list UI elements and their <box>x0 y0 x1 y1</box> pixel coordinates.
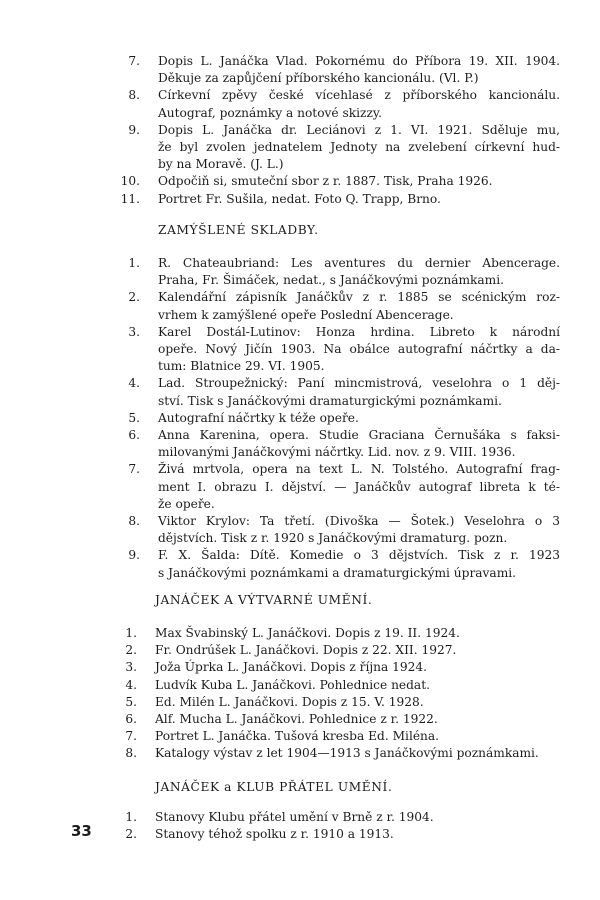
list-item <box>0 513 600 547</box>
item-text <box>158 191 560 208</box>
item-number: 7. <box>125 729 137 744</box>
list-item <box>0 375 600 409</box>
item-text <box>158 547 560 581</box>
text-line: Katalogy výstav z let 1904—1913 s Janáčkovými poznámkami. <box>155 746 539 761</box>
item-text <box>155 625 560 642</box>
item-number: 7. <box>128 54 140 68</box>
text-line: Anna Karenina, opera. Studie Graciana Černušáka s faksi- <box>158 428 560 443</box>
item-number: 9. <box>128 122 140 137</box>
list-item <box>0 324 600 376</box>
item-number: 1. <box>125 626 137 640</box>
text-line: opeře. Nový Jičín 1903. Na obálce autografní náčrtky a da- <box>158 342 560 357</box>
text-line: tum: Blatnice 29. VI. 1905. <box>158 359 325 374</box>
text-line: ství. Tisk s Janáčkovými dramaturgickými poznámkami. <box>158 393 502 408</box>
text-line: vrhem k zamýšlené opeře Poslední Abencerage. <box>158 307 454 322</box>
list-item <box>0 255 600 289</box>
text-line: Praha, Fr. Šimáček, nedat., s Janáčkovými poznámkami. <box>158 273 504 288</box>
item-number: 6. <box>125 712 137 727</box>
item-text <box>155 711 560 728</box>
item-text <box>155 745 560 762</box>
item-number: 2. <box>128 290 140 305</box>
list-item <box>0 711 600 728</box>
text-line: Kalendářní zápisník Janáčkův z r. 1885 se scénickým roz- <box>158 290 560 305</box>
item-text <box>155 659 560 676</box>
text-line: Živá mrtvola, opera na text L. N. Tolstého. Autografní frag- <box>158 462 560 477</box>
item-text <box>155 677 560 694</box>
text-line: Joža Úprka L. Janáčkovi. Dopis z října 1924. <box>155 660 428 675</box>
text-line: s Janáčkovými poznámkami a dramaturgickými úpravami. <box>158 565 517 580</box>
list-item <box>0 642 600 659</box>
text-line: Autografní náčrtky k téže opeře. <box>158 410 359 425</box>
section-visual-arts-list <box>0 625 600 763</box>
item-number: 4. <box>128 376 140 391</box>
list-item <box>0 547 600 581</box>
item-text <box>158 255 560 289</box>
section-planned-compositions-list <box>0 255 600 582</box>
item-number: 8. <box>125 746 137 761</box>
text-line: R. Chateaubriand: Les aventures du dernier Abencerage. <box>158 256 560 270</box>
item-text <box>158 513 560 547</box>
item-text <box>158 427 560 461</box>
item-number: 5. <box>128 410 140 425</box>
item-number: 7. <box>128 462 140 477</box>
text-line: Ed. Milén L. Janáčkovi. Dopis z 15. V. 1928. <box>155 694 424 709</box>
list-item <box>0 745 600 762</box>
text-line: Děkuje za zapůjčení příborského kancionálu. (Vl. P.) <box>158 71 479 86</box>
section-church-music-list <box>0 53 600 208</box>
item-number: 2. <box>125 643 137 658</box>
text-line: F. X. Šalda: Dítě. Komedie o 3 dějstvích. Tisk z r. 1923 <box>158 548 560 563</box>
list-item <box>0 53 600 87</box>
item-text <box>158 461 560 513</box>
item-number: 5. <box>125 694 137 709</box>
section-heading-visual-arts: JANÁČEK A VÝTVARNÉ UMĚNÍ. <box>155 593 373 607</box>
item-number: 8. <box>128 88 140 103</box>
item-text <box>155 694 560 711</box>
list-item <box>0 659 600 676</box>
item-number: 11. <box>120 191 140 206</box>
text-line: Autograf, poznámky a notové skizzy. <box>158 105 383 120</box>
item-number: 10. <box>120 174 140 189</box>
item-text <box>155 642 560 659</box>
item-text <box>158 410 560 427</box>
item-number: 3. <box>128 324 140 339</box>
text-line: Stanovy Klubu přátel umění v Brně z r. 1904. <box>155 810 434 824</box>
text-line: Max Švabinský L. Janáčkovi. Dopis z 19. II. 1924. <box>155 626 460 640</box>
list-item <box>0 173 600 190</box>
page-number: 33 <box>71 822 92 840</box>
text-line: Dopis L. Janáčka dr. Leciánovi z 1. VI. 1921. Sděluje mu, <box>158 122 560 137</box>
text-line: Portret L. Janáčka. Tušová kresba Ed. Miléna. <box>155 729 440 744</box>
text-line: Viktor Krylov: Ta třetí. (Divoška — Šotek.) Veselohra o 3 <box>158 514 560 529</box>
list-item <box>0 191 600 208</box>
section-heading-art-club: JANÁČEK a KLUB PŘÁTEL UMĚNÍ. <box>155 780 393 794</box>
list-item <box>0 694 600 711</box>
text-line: Alf. Mucha L. Janáčkovi. Pohlednice z r. 1922. <box>155 712 438 727</box>
text-line: že byl zvolen jednatelem Jednoty na zvelebení církevní hud- <box>158 140 560 155</box>
text-line: Fr. Ondrúšek L. Janáčkovi. Dopis z 22. XII. 1927. <box>155 643 457 658</box>
item-text <box>155 809 560 826</box>
text-line: milovanými Janáčkovými náčrtky. Lid. nov. z 9. VIII. 1936. <box>158 445 516 460</box>
item-text <box>158 53 560 87</box>
item-number: 1. <box>128 256 140 270</box>
text-line: by na Moravě. (J. L.) <box>158 157 284 172</box>
list-item <box>0 625 600 642</box>
item-text <box>158 289 560 323</box>
list-item <box>0 289 600 323</box>
text-line: Odpočiň si, smuteční sbor z r. 1887. Tisk, Praha 1926. <box>158 174 493 189</box>
text-line: ment I. obrazu I. dějství. — Janáčkův autograf libreta k té- <box>158 479 560 494</box>
text-line: dějstvích. Tisk z r. 1920 s Janáčkovými dramaturg. pozn. <box>158 531 508 546</box>
text-line: Dopis L. Janáčka Vlad. Pokornému do Příbora 19. XII. 1904. <box>158 54 560 68</box>
item-number: 6. <box>128 428 140 443</box>
text-line: Církevní zpěvy české vícehlasé z příborského kancionálu. <box>158 88 560 103</box>
list-item <box>0 87 600 121</box>
list-item <box>0 677 600 694</box>
item-number: 8. <box>128 514 140 529</box>
item-text <box>158 173 560 190</box>
item-text <box>158 122 560 174</box>
text-line: Ludvík Kuba L. Janáčkovi. Pohlednice nedat. <box>155 677 430 692</box>
item-text <box>158 324 560 376</box>
text-line: Lad. Stroupežnický: Paní mincmistrová, veselohra o 1 děj- <box>158 376 560 391</box>
list-item <box>0 728 600 745</box>
item-number: 9. <box>128 548 140 563</box>
section-heading-planned-compositions: ZAMÝŠLENÉ SKLADBY. <box>158 223 319 237</box>
list-item <box>0 122 600 174</box>
item-text <box>155 728 560 745</box>
list-item <box>0 427 600 461</box>
text-line: Stanovy téhož spolku z r. 1910 a 1913. <box>155 827 394 842</box>
item-number: 4. <box>125 677 137 692</box>
item-text <box>155 826 560 843</box>
list-item <box>0 461 600 513</box>
text-line: Portret Fr. Sušila, nedat. Foto Q. Trapp, Brno. <box>158 191 441 206</box>
item-number: 2. <box>125 827 137 842</box>
text-line: že opeře. <box>158 496 215 511</box>
text-line: Karel Dostál-Lutinov: Honza hrdina. Libreto k národní <box>158 324 560 339</box>
item-number: 3. <box>125 660 137 675</box>
list-item <box>0 410 600 427</box>
item-number: 1. <box>125 810 137 824</box>
item-text <box>158 87 560 121</box>
item-text <box>158 375 560 409</box>
